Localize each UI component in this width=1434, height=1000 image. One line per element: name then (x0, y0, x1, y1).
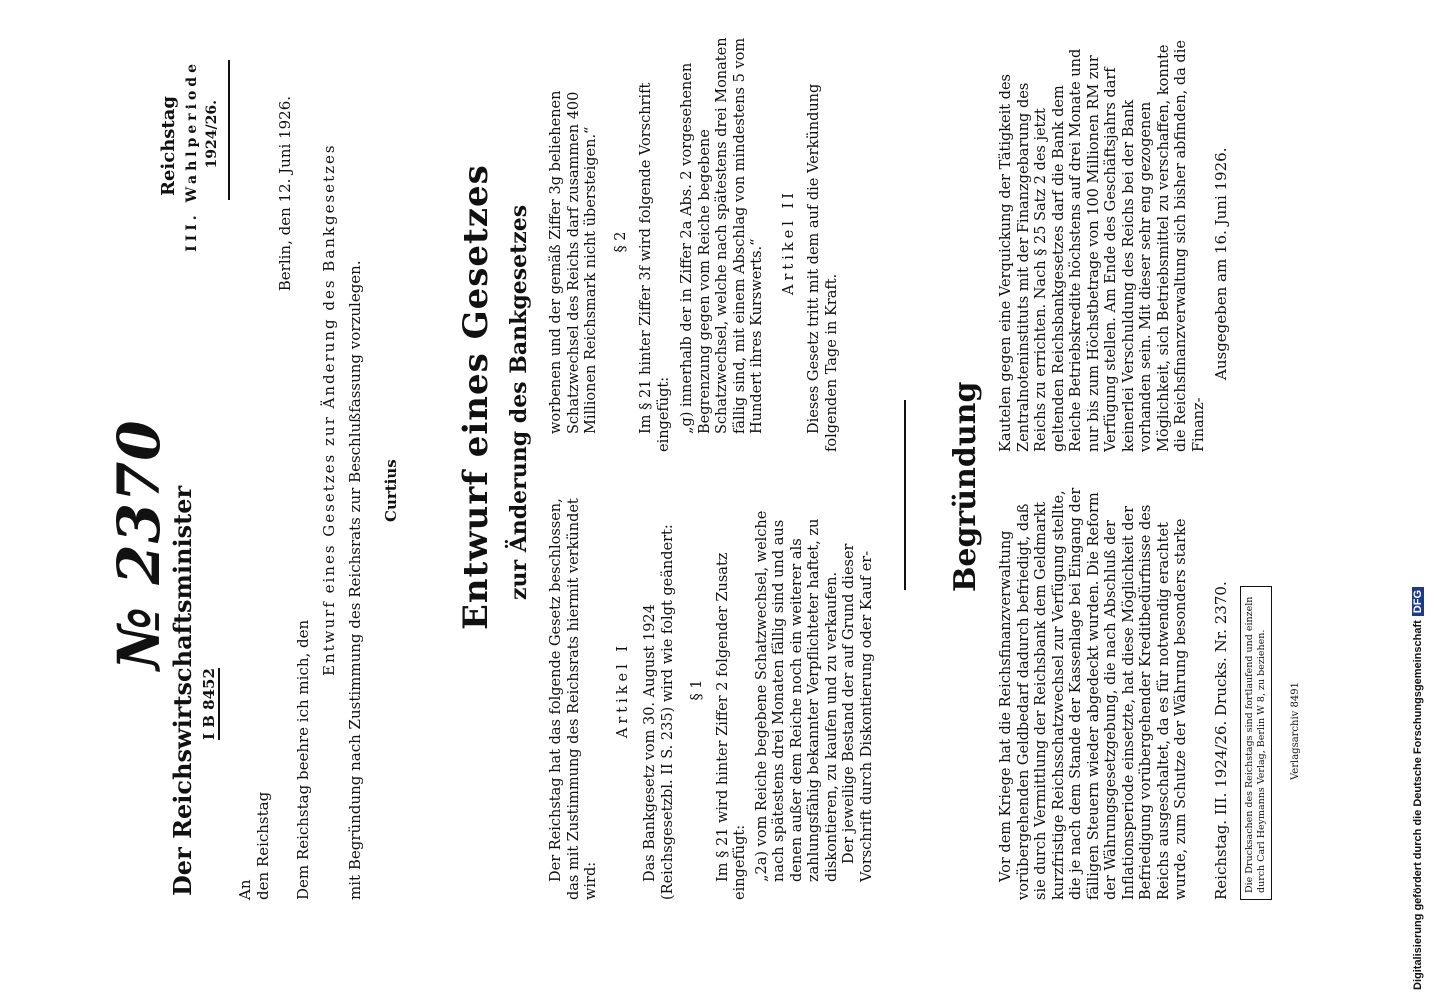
publisher-note: Die Drucksachen des Reichstags sind fortlaufend und einzeln durch Carl Heymanns Verlag, Berlin W 8, zu beziehen. (1240, 586, 1272, 900)
paragraph-2-quote: „g) innerhalb der in Ziffer 2a Abs. 2 vorgesehenen Begrenzung gegen vom Reiche begebene Schatzwechsel, welche nach spätestens drei Monaten fällig sind, mit einem Abschlag von mindestens 5 vom Hundert ihres Kurswerts.“ (679, 37, 765, 434)
address-line-2: den Reichstag (254, 791, 272, 900)
letter-line-3: mit Begründung nach Zustimmung des Reichsrats zur Beschlußfassung vorzulegen. (346, 260, 364, 900)
ministry-title: Der Reichswirtschaftsminister (168, 485, 197, 896)
header-rule (228, 60, 230, 200)
intro-paragraph: Der Reichstag hat das folgende Gesetz beschlossen, das mit Zustimmung des Reichsrats hiermit verkündet wird: (548, 498, 599, 900)
begruendung-right-text: Kautelen gegen eine Verquickung der Tätigkeit des Zentralnoteninstituts mit der Finanzgebarung des Reichs zu errichten. Nach § 25 Satz 2 des jetzt geltenden Reichsbankgesetzes darf die Bank dem Reiche Betriebskredite höchstens auf drei Monate und nur bis zum Höchstbetrage von 100 Millionen RM zur Verfügung stellen. Am Ende des Geschäftsjahrs darf keinerlei Verschuldung des Reichs bei der Bank vorhanden sein. Mit dieser sehr eng gezogenen Möglichkeit, sich Betriebsmittel zu verschaffen, konnte die Reichsfinanzverwaltung sich bisher abfinden, da die Finanz- (998, 40, 1207, 452)
paragraph-2-heading: § 2 (612, 231, 629, 253)
right-column (548, 32, 841, 452)
paragraph-1-heading: § 1 (689, 679, 705, 701)
artikel-2-text: Dieses Gesetz tritt mit dem auf die Verkündung folgenden Tage in Kraft. (806, 83, 840, 452)
paragraph-1-quote: „2a) vom Reiche begebene Schatzwechsel, welche nach spätestens drei Monaten fällig sind und aus denen außer dem Reiche noch ein weiterer als zahlungsfähig bekannter Verpflichteter haftet, zu diskontieren, zu kaufen und zu verkaufen. (753, 510, 840, 882)
law-subtitle: zur Änderung des Bankgesetzes (506, 204, 532, 600)
left-column (548, 480, 876, 900)
artikel-2-heading: Artikel II (780, 189, 797, 295)
digitization-note (1412, 10, 1432, 990)
paragraph-1-text: Im § 21 wird hinter Ziffer 2 folgender Zusatz eingefügt: (714, 552, 748, 900)
paragraph-1-tail: Der jeweilige Bestand der auf Grund dieser Vorschrift durch Diskontierung oder Kauf er- (841, 543, 875, 882)
address-line-1: An (236, 879, 254, 900)
letter-date: Berlin, den 12. Juni 1926. (276, 96, 294, 292)
paragraph-2-text: Im § 21 hinter Ziffer 3f wird folgende Vorschrift eingefügt: (638, 82, 672, 452)
footer-print-info: Reichstag. III. 1924/26. Drucks. Nr. 2370. (1212, 581, 1230, 900)
reichstag-label: Reichstag (158, 96, 179, 196)
law-title: Entwurf eines Gesetzes (456, 164, 496, 630)
archive-note: Verlagsarchiv 8491 (1290, 682, 1301, 780)
begruendung-right (998, 32, 1208, 452)
letter-line-1: Dem Reichstag beehre ich mich, den (294, 619, 312, 900)
digitization-text (1412, 587, 1424, 990)
section-divider (904, 400, 906, 590)
right-continuation: worbenen und der gemäß Ziffer 3g beliehenen Schatzwechsel des Reichs darf zusammen 400 Millionen Reichsmark nicht übersteigen.“ (548, 90, 599, 434)
letter-line-2: Entwurf eines Gesetzes zur Änderung des Bankgesetzes (320, 143, 338, 676)
document-number: № 2370 (105, 419, 173, 670)
wahlperiode-label: III. Wahlperiode (184, 60, 200, 252)
signature: Curtius (382, 459, 400, 522)
reference-number: I B 8452 (200, 668, 218, 740)
artikel-1-text: Das Bankgesetz vom 30. August 1924 (Reichsgesetzbl. II S. 235) wird wie folgt geändert: (642, 524, 676, 900)
begruendung-left (998, 480, 1191, 900)
artikel-1-heading: Artikel I (614, 641, 631, 739)
begruendung-left-text: Vor dem Kriege hat die Reichsfinanzverwaltung vorübergehenden Geldbedarf dadurch befriedigt, daß sie durch Vermittlung der Reichsbank dem Geldmarkt kurzfristige Reichsschatzwechsel zur Verfügung stellte, die je nach dem Stande der Kassenlage bei Eingang der fälligen Steuern wieder abgedeckt wurden. Die Reform der Währungsgesetzgebung, die nach Abschluß der Inflationsperiode einsetzte, hat diese Möglichkeit der Befriedigung vorübergehender Kreditbedürfnisse des Reichs ausgeschaltet, da es für notwendig erachtet wurde, zum Schutze der Währung besonders starke (998, 487, 1189, 900)
dfg-badge: DFG (1412, 587, 1424, 616)
footer-issue-date: Ausgegeben am 16. Juni 1926. (1212, 147, 1230, 380)
dfg-text: Digitalisierung gefördert durch die Deutsche Forschungsgemeinschaft (1412, 620, 1424, 990)
years-label: 1924/26. (204, 100, 220, 169)
begruendung-heading: Begründung (948, 381, 983, 592)
